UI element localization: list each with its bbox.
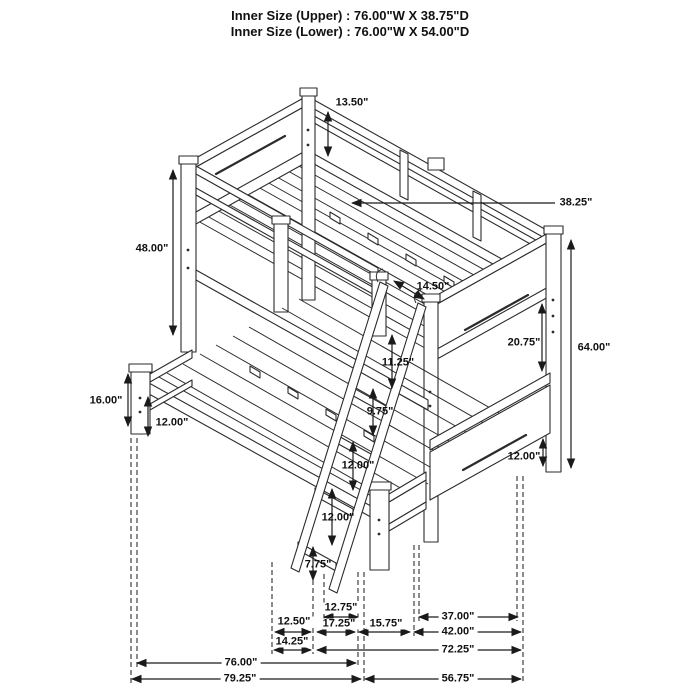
- dim-label-16-00: 16.00": [89, 394, 123, 407]
- lower-bunk-right-end: [430, 373, 550, 500]
- inner-size-upper-label: Inner Size (Upper) : 76.00"W X 38.75"D: [231, 8, 469, 23]
- dim-label-12-50: 12.50": [275, 617, 314, 628]
- dim-label-14-50: 14.50": [416, 280, 450, 293]
- dim-label-64-00: 64.00": [577, 341, 611, 354]
- dim-label-12-00-right: 12.00": [507, 450, 541, 463]
- dim-label-11-25: 11.25": [381, 356, 415, 369]
- dim-label-14-25: 14.25": [273, 637, 312, 648]
- dim-label-17-25: 17.25": [320, 619, 359, 630]
- dim-label-72-25: 72.25": [439, 645, 478, 656]
- dim-label-42-00: 42.00": [439, 627, 478, 638]
- dim-label-12-00-left: 12.00": [155, 416, 189, 429]
- dim-label-37-00: 37.00": [439, 612, 478, 623]
- dim-label-48-00: 48.00": [135, 242, 169, 255]
- dim-label-38-25: 38.25": [559, 196, 593, 209]
- dim-label-76-00: 76.00": [222, 658, 261, 669]
- dim-label-15-75: 15.75": [367, 619, 406, 630]
- lower-bunk-footboard: [368, 472, 426, 570]
- dim-label-79-25: 79.25": [221, 674, 260, 685]
- dim-label-7-75: 7.75": [304, 558, 332, 571]
- dim-label-9-75: 9.75": [366, 405, 394, 418]
- dim-label-12-75: 12.75": [322, 603, 361, 614]
- dim-label-20-75: 20.75": [507, 336, 541, 349]
- ladder: [291, 269, 426, 593]
- upper-bunk-head-end: [187, 96, 307, 229]
- inner-size-lower-label: Inner Size (Lower) : 76.00"W X 54.00"D: [230, 24, 470, 39]
- dim-label-12-00-ladder-a: 12.00": [341, 459, 375, 472]
- dim-label-56-75: 56.75": [439, 674, 478, 685]
- dim-label-12-00-ladder-b: 12.00": [321, 511, 355, 524]
- dim-label-13-50: 13.50": [335, 96, 369, 109]
